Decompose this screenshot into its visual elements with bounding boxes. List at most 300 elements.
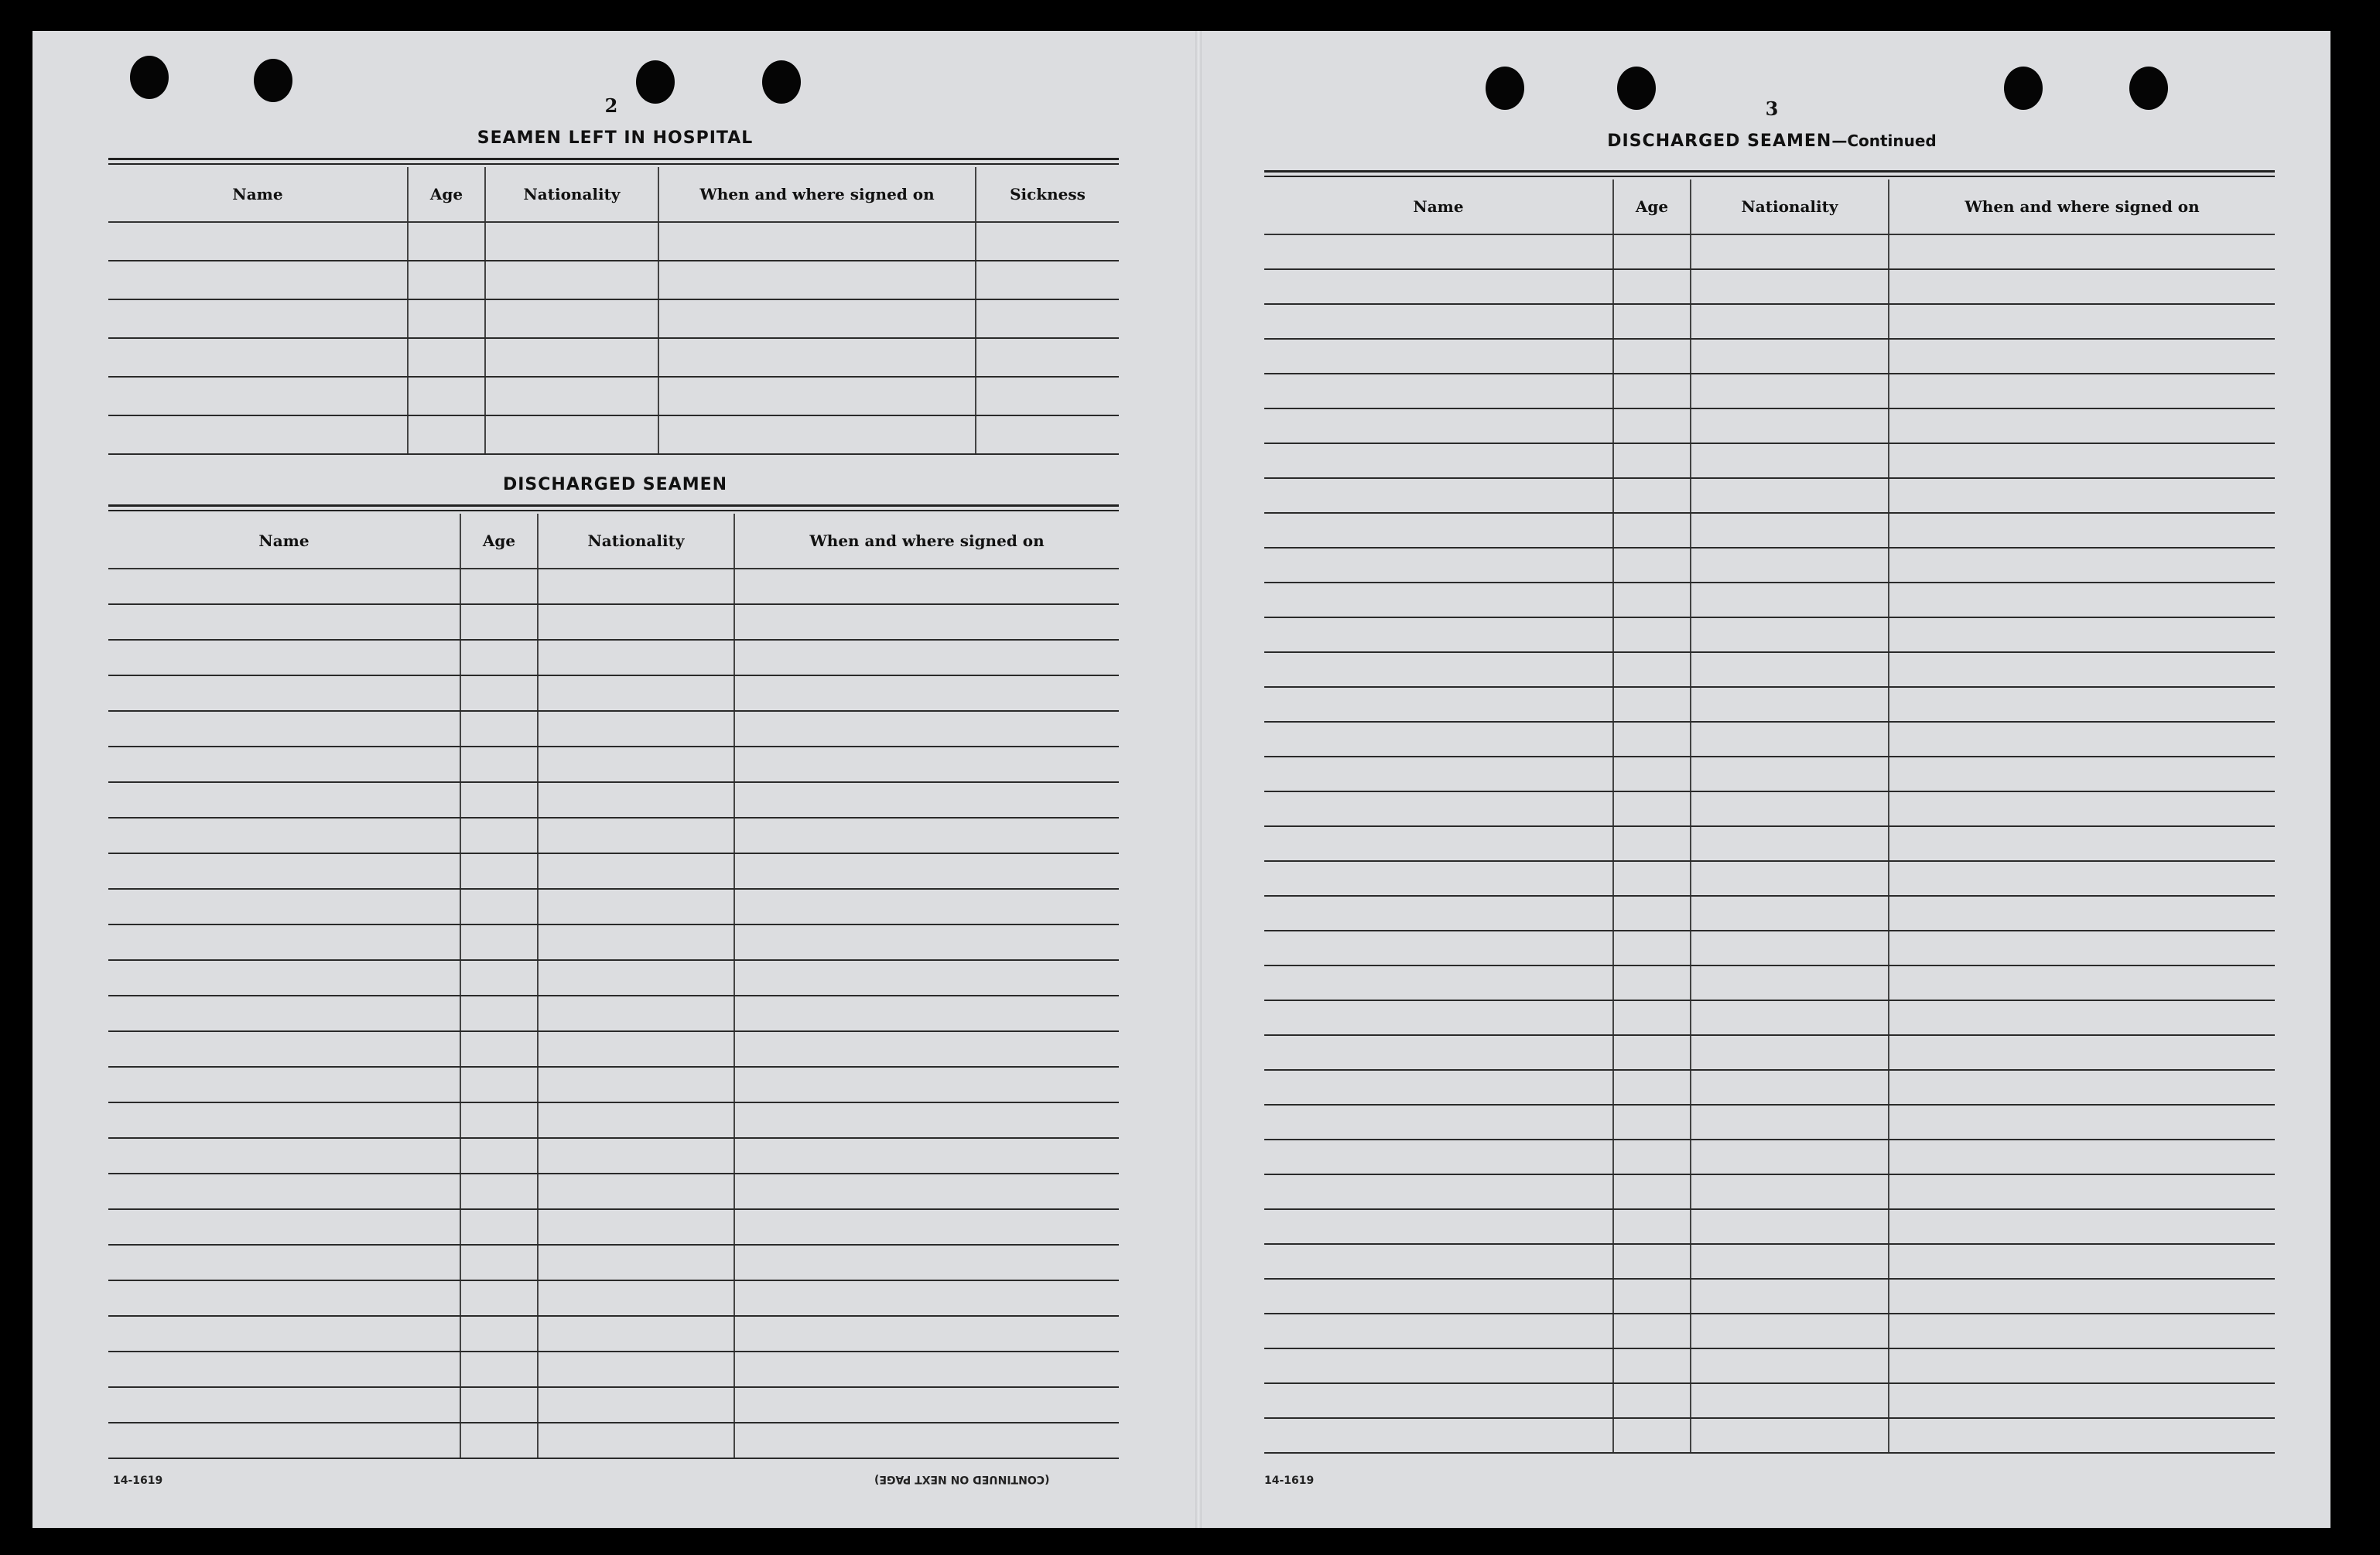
table-cell — [735, 1281, 1119, 1315]
table-cell — [1614, 1314, 1691, 1348]
table-row — [1264, 305, 2275, 340]
table-cell — [108, 223, 409, 260]
table-cell — [1264, 549, 1614, 582]
table-row — [108, 1210, 1119, 1246]
table-row — [1264, 514, 2275, 549]
column-header-signed-on: When and where signed on — [809, 531, 1045, 550]
table-cell — [1264, 409, 1614, 443]
table-cell — [1889, 305, 2275, 338]
table-row — [1264, 479, 2275, 514]
table-cell — [1264, 1210, 1614, 1243]
table-cell — [1614, 1175, 1691, 1208]
table-cell — [539, 1174, 735, 1208]
table-cell — [108, 1103, 461, 1137]
table-cell — [735, 1068, 1119, 1102]
table-row — [1264, 653, 2275, 688]
table-cell — [1614, 374, 1691, 408]
table-cell — [461, 1139, 539, 1173]
table-row — [108, 1352, 1119, 1388]
table-cell — [539, 1032, 735, 1066]
table-cell — [1614, 340, 1691, 373]
table-cell — [108, 1352, 461, 1386]
table-cell — [108, 378, 409, 415]
table-cell — [1614, 514, 1691, 547]
table-cell — [539, 1210, 735, 1244]
table-cell — [1889, 1175, 2275, 1208]
table-cell — [1889, 409, 2275, 443]
table-cell — [1889, 897, 2275, 930]
table-cell — [539, 747, 735, 781]
table-row — [1264, 792, 2275, 827]
table-cell — [108, 416, 409, 453]
table-cell — [735, 712, 1119, 746]
table-row — [1264, 409, 2275, 444]
table-cell — [1264, 1419, 1614, 1452]
column-header-nationality: Nationality — [486, 167, 659, 221]
table-cell — [1691, 305, 1889, 338]
table-cell — [461, 819, 539, 853]
table-cell — [1889, 792, 2275, 825]
discharged-table-header — [108, 514, 1119, 569]
table-row — [108, 1388, 1119, 1423]
hospital-table-body — [108, 223, 1119, 455]
table-cell — [108, 1174, 461, 1208]
table-cell — [539, 925, 735, 959]
table-cell — [539, 1139, 735, 1173]
table-cell — [735, 1388, 1119, 1422]
table-row — [1264, 1314, 2275, 1349]
table-cell — [1614, 1106, 1691, 1139]
column-header-signed-on: When and where signed on — [659, 167, 976, 221]
table-cell — [108, 300, 409, 337]
table-row — [108, 1032, 1119, 1068]
table-cell — [735, 1246, 1119, 1280]
table-cell — [1889, 583, 2275, 617]
table-cell — [1264, 270, 1614, 303]
table-cell — [1889, 618, 2275, 651]
table-cell — [1691, 653, 1889, 686]
table-cell — [1264, 305, 1614, 338]
table-row — [1264, 688, 2275, 723]
table-cell — [1614, 792, 1691, 825]
table-cell — [1691, 1036, 1889, 1069]
table-cell — [539, 1281, 735, 1315]
table-cell — [659, 223, 976, 260]
table-cell — [539, 569, 735, 603]
punch-hole — [1486, 67, 1524, 110]
table-cell — [1691, 1419, 1889, 1452]
column-header-name: Name — [1264, 179, 1614, 234]
table-cell — [735, 819, 1119, 853]
table-cell — [1614, 1071, 1691, 1104]
table-cell — [1614, 1419, 1691, 1452]
table-cell — [461, 1423, 539, 1458]
table-cell — [1889, 549, 2275, 582]
discharged-continued-title — [1532, 132, 2012, 151]
table-row — [1264, 1419, 2275, 1454]
continued-table-body — [1264, 235, 2275, 1462]
table-cell — [1614, 583, 1691, 617]
table-cell — [1264, 1175, 1614, 1208]
table-cell — [461, 712, 539, 746]
table-cell — [461, 961, 539, 995]
table-cell — [735, 1352, 1119, 1386]
table-row — [1264, 618, 2275, 653]
column-header-nationality: Nationality — [539, 514, 735, 568]
table-cell — [735, 996, 1119, 1030]
table-cell — [461, 783, 539, 817]
table-row — [108, 416, 1119, 455]
column-header-signed-on: When and where signed on — [1965, 197, 2200, 216]
table-row — [1264, 1349, 2275, 1384]
table-cell — [1264, 1001, 1614, 1034]
table-cell — [461, 1281, 539, 1315]
table-cell — [1889, 1106, 2275, 1139]
punch-hole — [2129, 67, 2168, 110]
table-cell — [461, 1246, 539, 1280]
table-cell — [108, 961, 461, 995]
table-row — [108, 261, 1119, 300]
table-cell — [1614, 235, 1691, 268]
table-cell — [735, 1423, 1119, 1458]
table-cell — [1889, 653, 2275, 686]
table-row — [1264, 444, 2275, 479]
discharged-continued-title-main: DISCHARGED SEAMEN — [1607, 132, 1832, 151]
table-cell — [1614, 723, 1691, 756]
table-cell — [1691, 723, 1889, 756]
table-cell — [1614, 897, 1691, 930]
table-cell — [1264, 1245, 1614, 1278]
table-cell — [461, 1103, 539, 1137]
column-header-name: Name — [108, 167, 409, 221]
table-row — [108, 1246, 1119, 1281]
table-cell — [1614, 444, 1691, 477]
table-cell — [409, 378, 486, 415]
table-cell — [735, 1174, 1119, 1208]
table-cell — [1691, 340, 1889, 373]
table-cell — [1889, 1280, 2275, 1313]
table-cell — [409, 223, 486, 260]
table-cell — [461, 1210, 539, 1244]
table-row — [1264, 1280, 2275, 1314]
table-cell — [108, 783, 461, 817]
table-cell — [461, 890, 539, 924]
table-cell — [735, 569, 1119, 603]
table-cell — [539, 1423, 735, 1458]
table-cell — [486, 300, 659, 337]
table-cell — [409, 339, 486, 376]
table-cell — [1691, 966, 1889, 1000]
table-cell — [1889, 862, 2275, 895]
table-cell — [486, 378, 659, 415]
table-cell — [1691, 792, 1889, 825]
hospital-rule — [108, 158, 1119, 165]
table-cell — [108, 996, 461, 1030]
table-cell — [1264, 931, 1614, 965]
table-cell — [1889, 931, 2275, 965]
table-cell — [486, 261, 659, 299]
table-row — [1264, 757, 2275, 792]
table-cell — [976, 378, 1119, 415]
table-cell — [1264, 340, 1614, 373]
punch-hole — [130, 56, 169, 99]
punch-hole — [762, 60, 801, 104]
table-row — [1264, 1175, 2275, 1210]
table-cell — [539, 890, 735, 924]
table-cell — [735, 1139, 1119, 1173]
table-row — [108, 747, 1119, 783]
table-row — [108, 890, 1119, 925]
table-cell — [1614, 1280, 1691, 1313]
table-row — [1264, 1071, 2275, 1106]
table-cell — [539, 1388, 735, 1422]
table-cell — [1889, 514, 2275, 547]
table-cell — [735, 605, 1119, 639]
table-cell — [1889, 1245, 2275, 1278]
table-row — [108, 569, 1119, 605]
table-cell — [461, 925, 539, 959]
table-cell — [1691, 1106, 1889, 1139]
table-cell — [976, 300, 1119, 337]
table-cell — [539, 1352, 735, 1386]
table-cell — [1614, 862, 1691, 895]
table-cell — [539, 1068, 735, 1102]
table-cell — [1889, 723, 2275, 756]
table-cell — [1889, 757, 2275, 791]
table-cell — [1691, 862, 1889, 895]
table-cell — [1889, 235, 2275, 268]
table-cell — [976, 261, 1119, 299]
table-cell — [735, 1103, 1119, 1137]
page-number-left: 2 — [604, 94, 618, 117]
table-cell — [1264, 966, 1614, 1000]
table-cell — [659, 416, 976, 453]
discharged-rule — [108, 504, 1119, 511]
table-cell — [1614, 618, 1691, 651]
table-cell — [1889, 479, 2275, 512]
table-cell — [1889, 444, 2275, 477]
table-cell — [1614, 1384, 1691, 1417]
table-cell — [1264, 235, 1614, 268]
table-cell — [1691, 270, 1889, 303]
table-row — [1264, 1245, 2275, 1280]
table-cell — [735, 854, 1119, 888]
table-cell — [539, 854, 735, 888]
table-row — [1264, 827, 2275, 862]
table-cell — [1614, 1210, 1691, 1243]
table-row — [1264, 1001, 2275, 1036]
table-cell — [409, 300, 486, 337]
table-cell — [659, 378, 976, 415]
table-row — [1264, 374, 2275, 409]
table-cell — [108, 261, 409, 299]
table-row — [1264, 723, 2275, 757]
table-cell — [108, 1246, 461, 1280]
table-cell — [735, 641, 1119, 675]
table-row — [108, 854, 1119, 890]
continued-table — [1264, 179, 2275, 1462]
table-row — [108, 996, 1119, 1032]
table-row — [108, 925, 1119, 961]
table-row — [108, 378, 1119, 416]
table-cell — [1691, 897, 1889, 930]
punch-hole — [1617, 67, 1656, 110]
table-cell — [1691, 235, 1889, 268]
table-cell — [1691, 409, 1889, 443]
table-row — [1264, 549, 2275, 583]
table-row — [1264, 1106, 2275, 1140]
table-row — [108, 961, 1119, 996]
table-cell — [461, 854, 539, 888]
table-cell — [108, 925, 461, 959]
table-cell — [1264, 618, 1614, 651]
table-cell — [539, 676, 735, 710]
table-cell — [1264, 1349, 1614, 1382]
continued-table-header — [1264, 179, 2275, 235]
table-cell — [1264, 688, 1614, 721]
table-cell — [1264, 1106, 1614, 1139]
column-header-name: Name — [108, 514, 461, 568]
table-cell — [539, 783, 735, 817]
table-row — [108, 605, 1119, 641]
table-cell — [539, 1317, 735, 1351]
table-cell — [461, 641, 539, 675]
table-cell — [1264, 1314, 1614, 1348]
form-number-right: 14-1619 — [1264, 1475, 1315, 1487]
table-row — [1264, 235, 2275, 270]
table-cell — [1614, 1349, 1691, 1382]
table-cell — [486, 223, 659, 260]
table-cell — [1889, 270, 2275, 303]
table-cell — [1264, 897, 1614, 930]
table-row — [108, 1423, 1119, 1459]
table-cell — [1264, 653, 1614, 686]
punch-hole — [2004, 67, 2043, 110]
table-row — [1264, 1140, 2275, 1175]
table-row — [1264, 583, 2275, 618]
table-row — [108, 300, 1119, 339]
table-row — [108, 676, 1119, 712]
table-cell — [1691, 583, 1889, 617]
table-row — [108, 1281, 1119, 1317]
discharged-table-body — [108, 569, 1119, 1465]
column-header-nationality: Nationality — [1691, 179, 1889, 234]
table-cell — [108, 339, 409, 376]
table-cell — [1889, 1384, 2275, 1417]
table-cell — [409, 416, 486, 453]
table-cell — [461, 1068, 539, 1102]
table-cell — [539, 996, 735, 1030]
hospital-table-header — [108, 167, 1119, 223]
table-cell — [461, 1032, 539, 1066]
table-row — [1264, 897, 2275, 931]
continued-rule — [1264, 170, 2275, 177]
table-row — [1264, 966, 2275, 1001]
table-row — [108, 1068, 1119, 1103]
table-cell — [108, 641, 461, 675]
table-cell — [461, 605, 539, 639]
table-cell — [1614, 409, 1691, 443]
table-cell — [539, 1103, 735, 1137]
table-cell — [461, 1352, 539, 1386]
table-cell — [108, 676, 461, 710]
table-cell — [1614, 270, 1691, 303]
table-cell — [1889, 1036, 2275, 1069]
table-cell — [1264, 1384, 1614, 1417]
table-cell — [1691, 444, 1889, 477]
table-cell — [108, 1032, 461, 1066]
table-cell — [976, 416, 1119, 453]
table-cell — [1691, 1175, 1889, 1208]
table-row — [108, 819, 1119, 854]
table-row — [108, 783, 1119, 819]
table-cell — [1264, 757, 1614, 791]
table-cell — [1264, 374, 1614, 408]
table-cell — [108, 1317, 461, 1351]
table-cell — [1889, 1210, 2275, 1243]
table-cell — [1614, 827, 1691, 860]
table-cell — [1889, 966, 2275, 1000]
table-row — [1264, 1384, 2275, 1419]
table-cell — [461, 747, 539, 781]
table-cell — [659, 339, 976, 376]
table-cell — [1691, 374, 1889, 408]
form-number-left: 14-1619 — [113, 1475, 163, 1487]
table-cell — [1614, 757, 1691, 791]
table-cell — [1691, 688, 1889, 721]
table-cell — [108, 605, 461, 639]
table-cell — [539, 961, 735, 995]
table-cell — [108, 1068, 461, 1102]
discharged-continued-title-suffix: —Continued — [1831, 132, 1937, 150]
table-cell — [1691, 514, 1889, 547]
table-cell — [735, 890, 1119, 924]
table-cell — [108, 569, 461, 603]
table-cell — [1691, 479, 1889, 512]
table-cell — [1264, 862, 1614, 895]
table-cell — [1889, 1001, 2275, 1034]
column-header-age: Age — [409, 167, 486, 221]
table-cell — [1264, 792, 1614, 825]
page-fold — [1195, 31, 1202, 1528]
page-number-right: 3 — [1765, 97, 1779, 120]
table-cell — [1889, 1314, 2275, 1348]
table-cell — [1889, 688, 2275, 721]
table-cell — [1614, 549, 1691, 582]
column-header-age: Age — [461, 514, 539, 568]
table-cell — [1691, 1140, 1889, 1174]
table-cell — [1691, 931, 1889, 965]
table-cell — [1614, 931, 1691, 965]
table-row — [1264, 340, 2275, 374]
punch-hole — [636, 60, 675, 104]
table-cell — [1889, 374, 2275, 408]
table-cell — [108, 819, 461, 853]
table-cell — [735, 783, 1119, 817]
table-cell — [461, 1317, 539, 1351]
table-row — [1264, 270, 2275, 305]
table-cell — [1691, 1001, 1889, 1034]
table-cell — [108, 747, 461, 781]
table-cell — [735, 1032, 1119, 1066]
table-cell — [1691, 1384, 1889, 1417]
table-cell — [108, 1139, 461, 1173]
table-row — [108, 223, 1119, 261]
table-cell — [409, 261, 486, 299]
table-row — [108, 1317, 1119, 1352]
table-cell — [659, 261, 976, 299]
table-cell — [486, 416, 659, 453]
